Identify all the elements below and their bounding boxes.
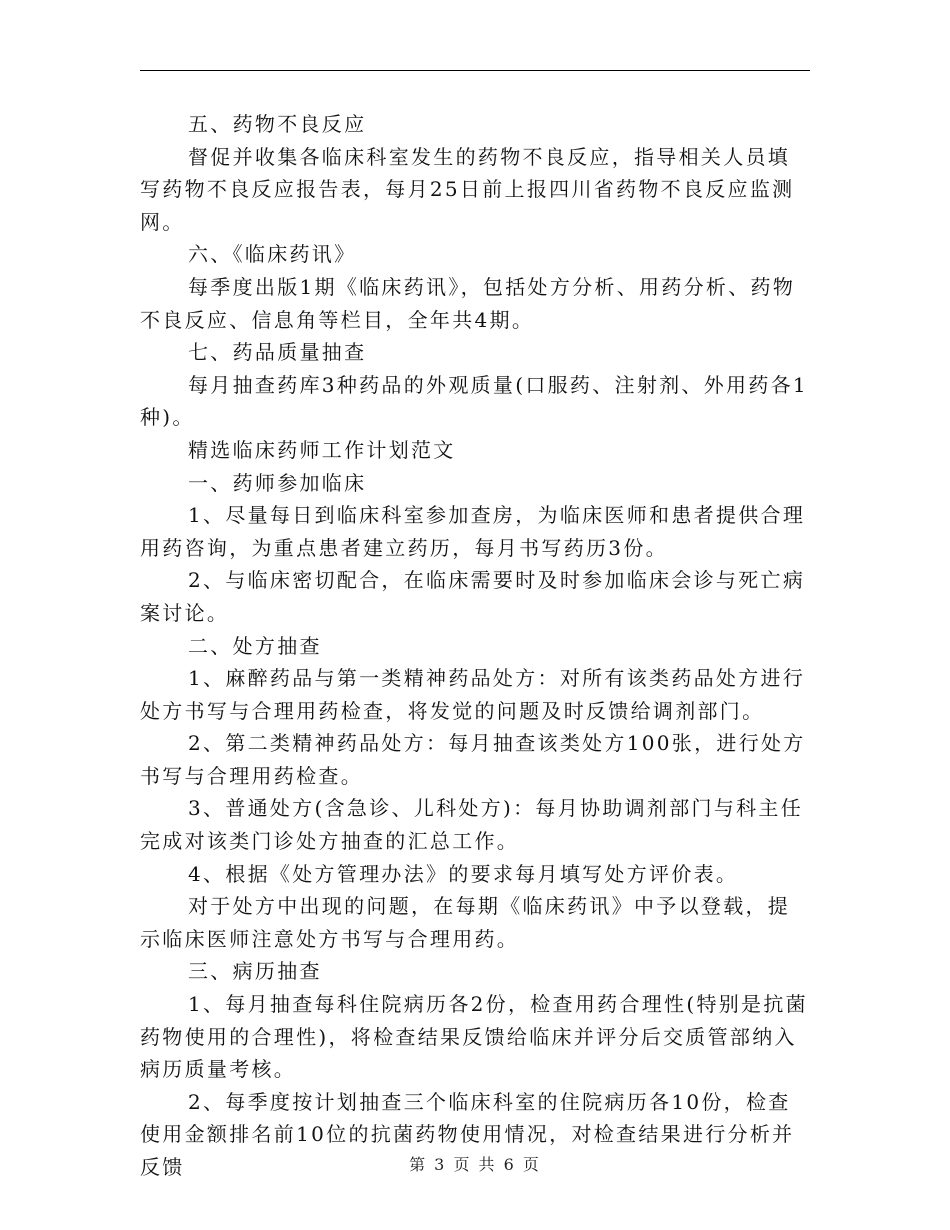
paragraph: 1、尽量每日到临床科室参加查房，为临床医师和患者提供合理用药咨询，为重点患者建立药历，每月书写药历3份。 xyxy=(140,503,806,560)
header-rule xyxy=(140,70,810,71)
section-heading: 七、药品质量抽查 xyxy=(188,340,367,365)
section-heading: 二、处方抽查 xyxy=(188,633,322,658)
paragraph: 2、第二类精神药品处方：每月抽查该类处方100张，进行处方书写与合理用药检查。 xyxy=(140,731,806,788)
section-heading: 三、病历抽查 xyxy=(188,959,322,984)
paragraph: 督促并收集各临床科室发生的药物不良反应，指导相关人员填写药物不良反应报告表，每月25日前上报四川省药物不良反应监测网。 xyxy=(140,144,795,234)
paragraph: 4、根据《处方管理办法》的要求每月填写处方评价表。 xyxy=(188,861,739,886)
paragraph: 2、与临床密切配合，在临床需要时及时参加临床会诊与死亡病案讨论。 xyxy=(140,568,806,625)
section-heading: 五、药物不良反应 xyxy=(188,112,367,136)
document-title: 精选临床药师工作计划范文 xyxy=(188,437,456,462)
paragraph: 对于处方中出现的问题，在每期《临床药讯》中予以登载，提示临床医师注意处方书写与合理用药。 xyxy=(140,894,791,951)
paragraph: 2、每季度按计划抽查三个临床科室的住院病历各10份，检查使用金额排名前10位的抗菌药物使用情况，对检查结果进行分析并反馈 xyxy=(140,1089,795,1179)
section-heading: 六、《临床药讯》 xyxy=(188,242,357,267)
paragraph: 3、普通处方(含急诊、儿科处方)：每月协助调剂部门与科主任完成对该类门诊处方抽查的汇总工作。 xyxy=(140,796,804,854)
page-number: 第 3 页 共 6 页 xyxy=(409,1155,541,1174)
document-body xyxy=(140,108,810,1184)
paragraph: 1、麻醉药品与第一类精神药品处方：对所有该类药品处方进行处方书写与合理用药检查，将发觉的问题及时反馈给调剂部门。 xyxy=(140,666,806,723)
section-heading: 一、药师参加临床 xyxy=(188,470,367,495)
paragraph: 1、每月抽查每科住院病历各2份，检查用药合理性(特别是抗菌药物使用的合理性)，将检查结果反馈给临床并评分后交质管部纳入病历质量考核。 xyxy=(140,992,808,1082)
paragraph: 每季度出版1期《临床药讯》，包括处方分析、用药分析、药物不良反应、信息角等栏目，全年共4期。 xyxy=(140,274,796,332)
paragraph: 每月抽查药库3种药品的外观质量(口服药、注射剂、外用药各1种)。 xyxy=(140,372,808,430)
